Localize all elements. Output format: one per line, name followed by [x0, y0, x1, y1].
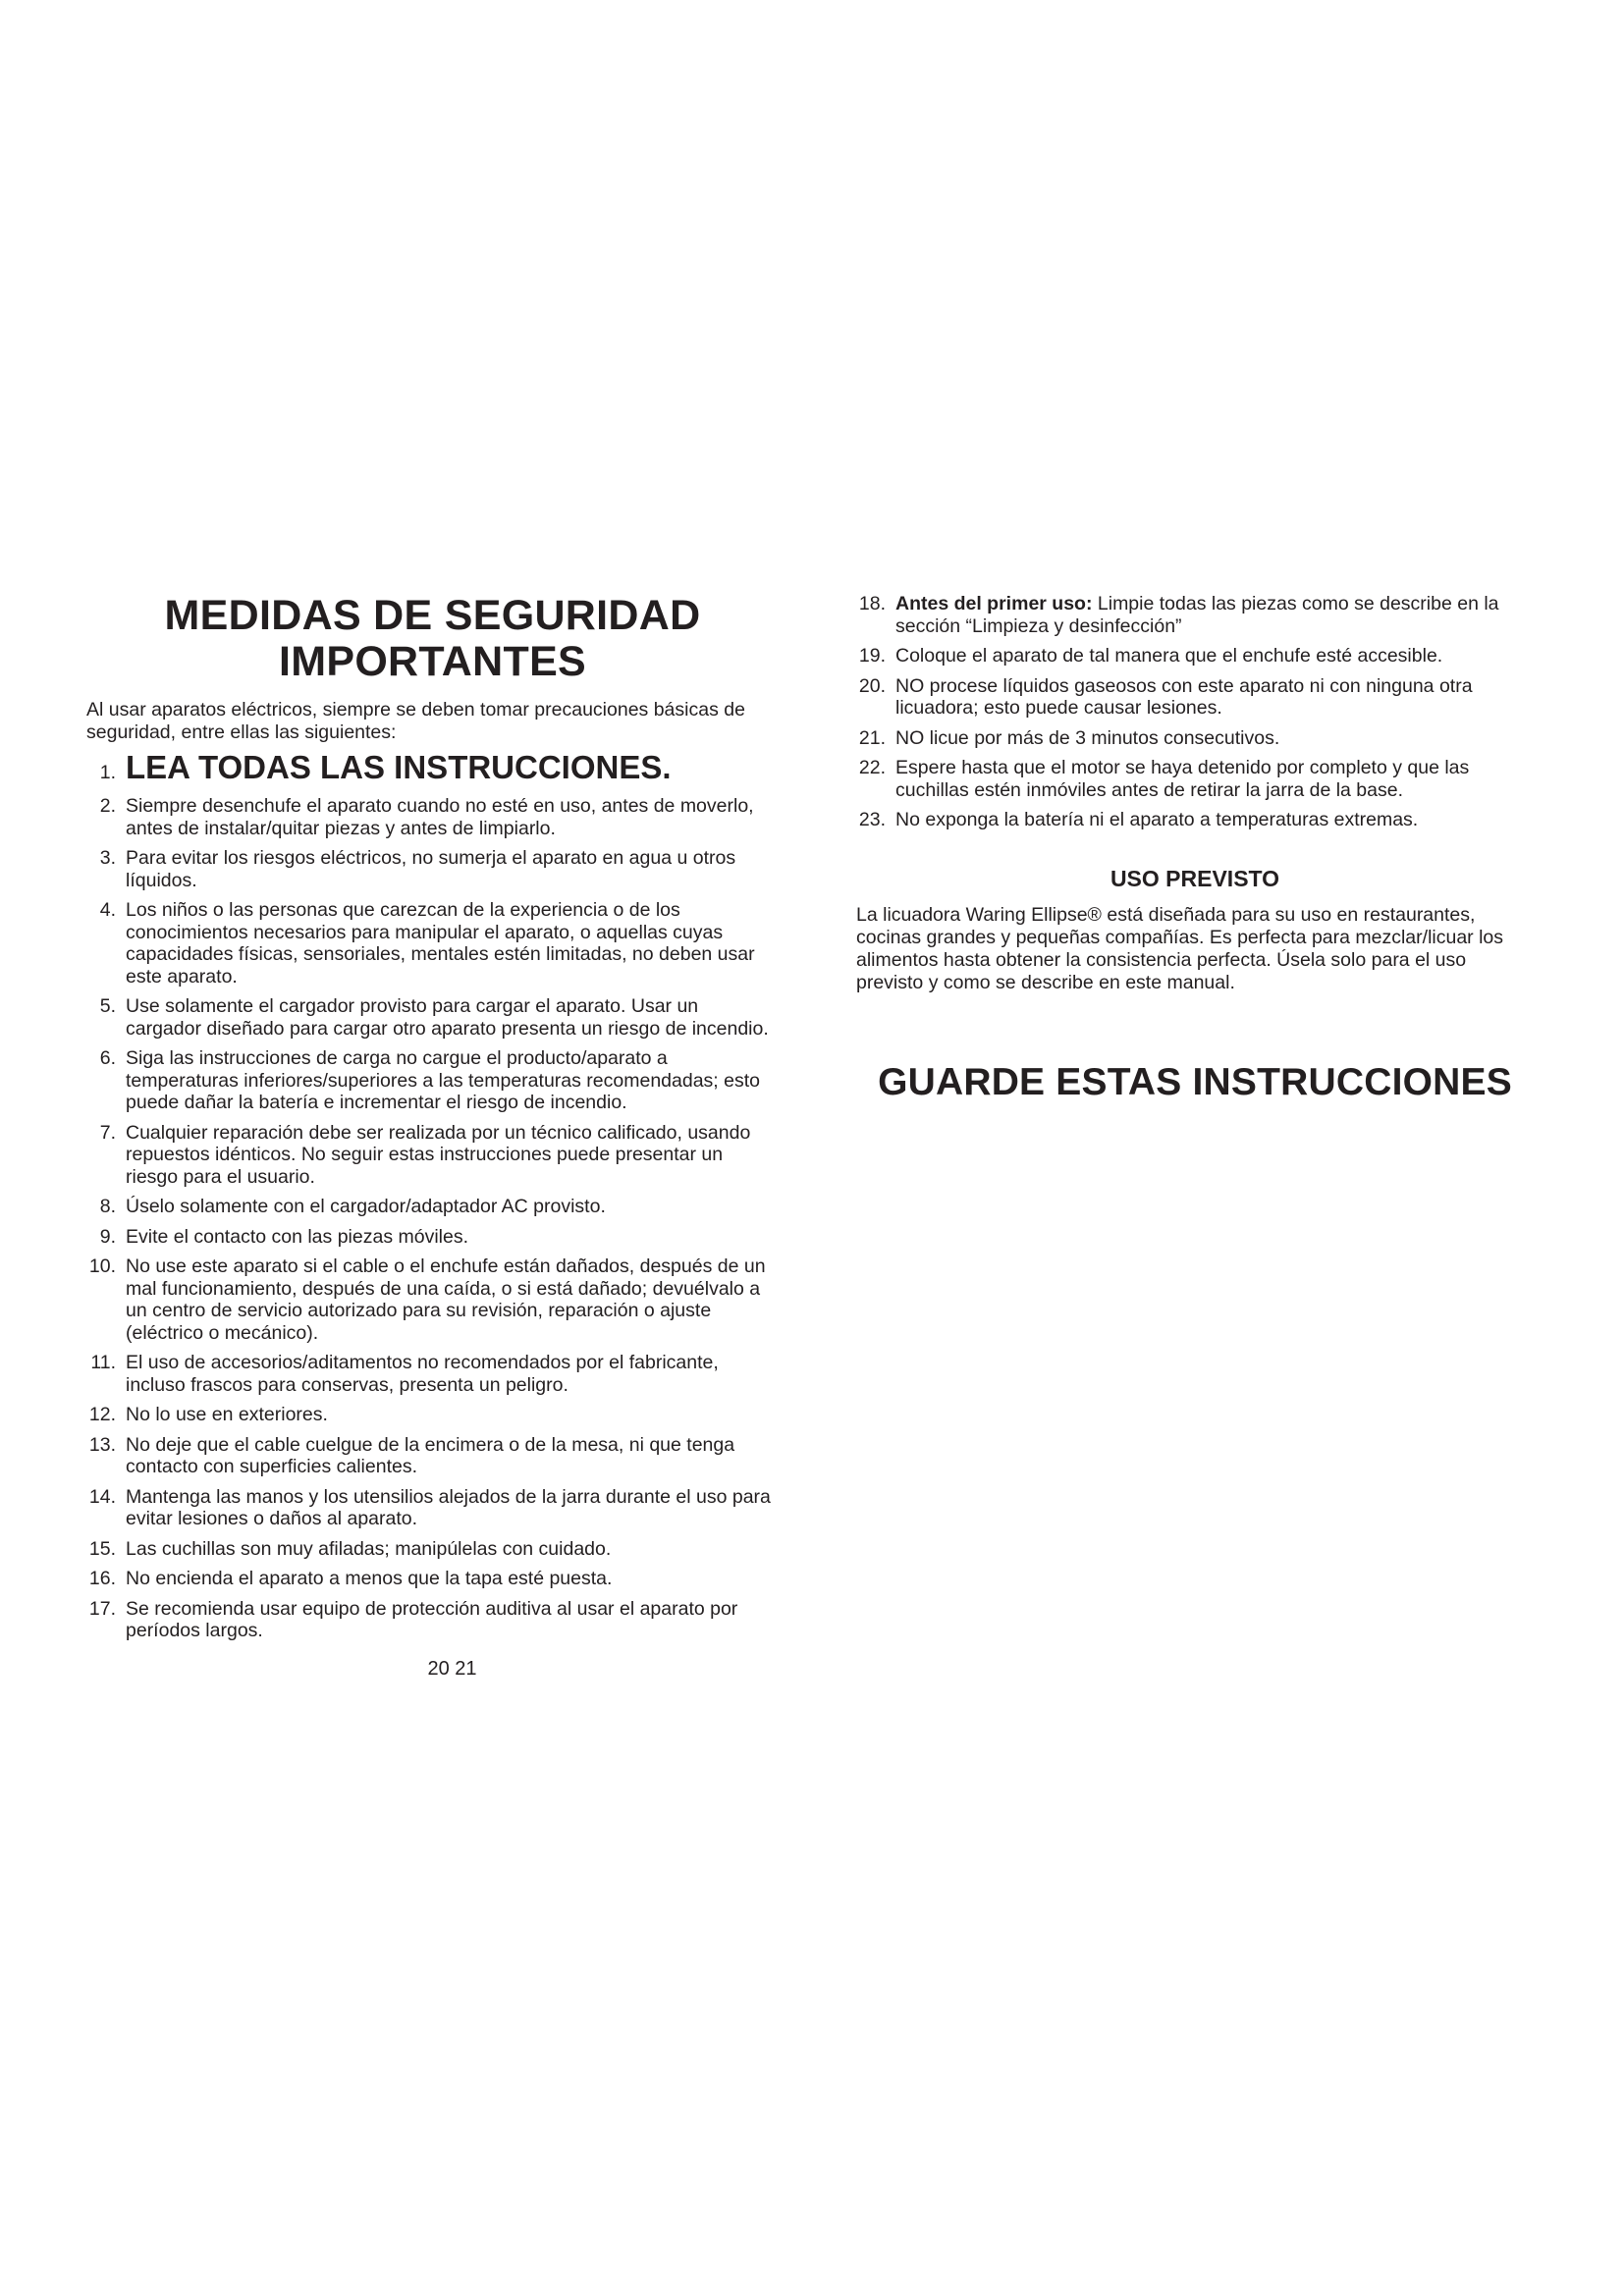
list-item	[86, 1538, 779, 1561]
list-item	[856, 757, 1534, 801]
item-number: 5.	[99, 995, 116, 1017]
list-item	[856, 645, 1534, 667]
item-text: Coloque el aparato de tal manera que el enchufe esté accesible.	[895, 645, 1443, 667]
item-text: Espere hasta que el motor se haya detenido por completo y que las cuchillas estén inmóviles antes de retirar la jarra de la base.	[895, 757, 1470, 801]
item-text: No exponga la batería ni el aparato a temperaturas extremas.	[895, 809, 1419, 830]
item-text: Siga las instrucciones de carga no cargue el producto/aparato a temperaturas inferiores/superiores a las temperaturas recomendadas; esto puede dañar la batería e incrementar el riesgo de incendio.	[126, 1047, 760, 1113]
item-number: 4.	[99, 899, 116, 921]
item-text: Evite el contacto con las piezas móviles.	[126, 1225, 469, 1248]
list-item	[86, 1434, 779, 1478]
list-item	[86, 1352, 779, 1396]
item-number: 3.	[99, 847, 116, 869]
item-text: NO licue por más de 3 minutos consecutivos.	[895, 726, 1280, 749]
page-title	[86, 593, 779, 685]
uso-previsto-paragraph: La licuadora Waring Ellipse® está diseñada para su uso en restaurantes, cocinas grandes y pequeñas compañías. Es perfecta para mezclar/licuar los alimentos hasta obtener la consistencia perfecta. Úsela solo para el uso previsto y como se describe en este manual.	[856, 903, 1504, 993]
item-number: 8.	[99, 1196, 116, 1217]
item-text: No use este aparato si el cable o el enchufe están dañados, después de un mal funcionamiento, después de una caída, o si está dañado; devuélvalo a un centro de servicio autorizado para su revisión, reparación o ajuste (eléctrico o mecánico).	[126, 1255, 766, 1344]
list-item	[856, 593, 1534, 637]
item-text: Cualquier reparación debe ser realizada por un técnico calificado, usando repuestos idénticos. No seguir estas instrucciones puede presentar un riesgo para el usuario.	[126, 1121, 751, 1188]
list-item	[856, 675, 1534, 720]
uso-previsto-heading: USO PREVISTO	[1110, 865, 1280, 891]
item-number: 12.	[88, 1404, 116, 1425]
item-number: 22.	[858, 757, 886, 778]
item-bold-lead: Antes del primer uso:	[895, 593, 1093, 614]
item-number: 16.	[88, 1568, 116, 1589]
list-item	[86, 1226, 779, 1249]
list-item	[86, 847, 779, 891]
item-text: Siempre desenchufe el aparato cuando no esté en uso, antes de moverlo, antes de instalar/quitar piezas y antes de limpiarlo.	[126, 795, 754, 839]
item-number: 19.	[858, 645, 886, 667]
item-text: Se recomienda usar equipo de protección auditiva al usar el aparato por períodos largos.	[126, 1597, 738, 1641]
item-text: No lo use en exteriores.	[126, 1404, 328, 1425]
list-item	[86, 1404, 779, 1426]
intro-paragraph: Al usar aparatos eléctricos, siempre se deben tomar precauciones básicas de seguridad, entre ellas las siguientes:	[86, 699, 745, 743]
title-line-1: MEDIDAS DE SEGURIDAD	[164, 592, 701, 639]
item-number: 6.	[99, 1047, 116, 1069]
item-number: 23.	[858, 809, 886, 830]
item-text: Para evitar los riesgos eléctricos, no sumerja el aparato en agua u otros líquidos.	[126, 847, 736, 891]
left-column	[86, 593, 779, 1681]
list-item	[856, 809, 1534, 831]
page-number: 20 21	[427, 1657, 477, 1680]
item-number: 17.	[88, 1597, 116, 1620]
item-text	[895, 593, 1534, 637]
title-line-2: IMPORTANTES	[278, 638, 587, 685]
item-number: 11.	[90, 1352, 116, 1373]
item-number: 14.	[88, 1485, 116, 1508]
item-text: No encienda el aparato a menos que la tapa esté puesta.	[126, 1568, 613, 1589]
item-text: NO procese líquidos gaseosos con este aparato ni con ninguna otra licuadora; esto puede causar lesiones.	[895, 674, 1473, 719]
right-column	[856, 593, 1534, 1104]
item-number: 7.	[99, 1121, 116, 1144]
list-item	[86, 1047, 779, 1114]
save-instructions-heading: GUARDE ESTAS INSTRUCCIONES	[878, 1060, 1512, 1103]
item-text: Las cuchillas son muy afiladas; manipúlelas con cuidado.	[126, 1537, 612, 1560]
item-number: 10.	[88, 1255, 116, 1277]
list-item	[86, 1598, 779, 1642]
item-number: 13.	[88, 1433, 116, 1456]
list-item	[86, 795, 779, 839]
item-number: 15.	[88, 1537, 116, 1560]
item-number: 1.	[99, 762, 116, 783]
list-item	[86, 1255, 779, 1344]
list-item	[86, 899, 779, 988]
list-item	[86, 995, 779, 1040]
item-text-rest: Limpie todas las piezas como se describe en la sección “Limpieza y desinfección”	[895, 593, 1499, 637]
item-text: Úselo solamente con el cargador/adaptador AC provisto.	[126, 1196, 606, 1217]
item-number: 2.	[99, 795, 116, 817]
item-number: 20.	[858, 674, 886, 697]
list-item	[86, 1568, 779, 1590]
item-text: Los niños o las personas que carezcan de la experiencia o de los conocimientos necesarios para manipular el aparato, o aquellas cuyas capacidades físicas, sensoriales, mentales estén limitadas, no deben usar este aparato.	[126, 899, 755, 988]
list-item	[86, 1196, 779, 1218]
item-text: El uso de accesorios/aditamentos no recomendados por el fabricante, incluso frascos para conservas, presenta un peligro.	[126, 1352, 719, 1396]
list-item	[86, 1122, 779, 1189]
item-number: 18.	[858, 593, 886, 614]
item-text: LEA TODAS LAS INSTRUCCIONES.	[126, 749, 672, 785]
item-text: Use solamente el cargador provisto para cargar el aparato. Usar un cargador diseñado para cargar otro aparato presenta un riesgo de incendio.	[126, 995, 769, 1040]
item-number: 9.	[99, 1225, 116, 1248]
item-text: Mantenga las manos y los utensilios alejados de la jarra durante el uso para evitar lesiones o daños al aparato.	[126, 1485, 771, 1529]
list-item	[86, 1486, 779, 1530]
item-text: No deje que el cable cuelgue de la encimera o de la mesa, ni que tenga contacto con superficies calientes.	[126, 1433, 735, 1477]
item-number: 21.	[858, 726, 886, 749]
list-item	[856, 727, 1534, 750]
list-item	[86, 750, 779, 785]
